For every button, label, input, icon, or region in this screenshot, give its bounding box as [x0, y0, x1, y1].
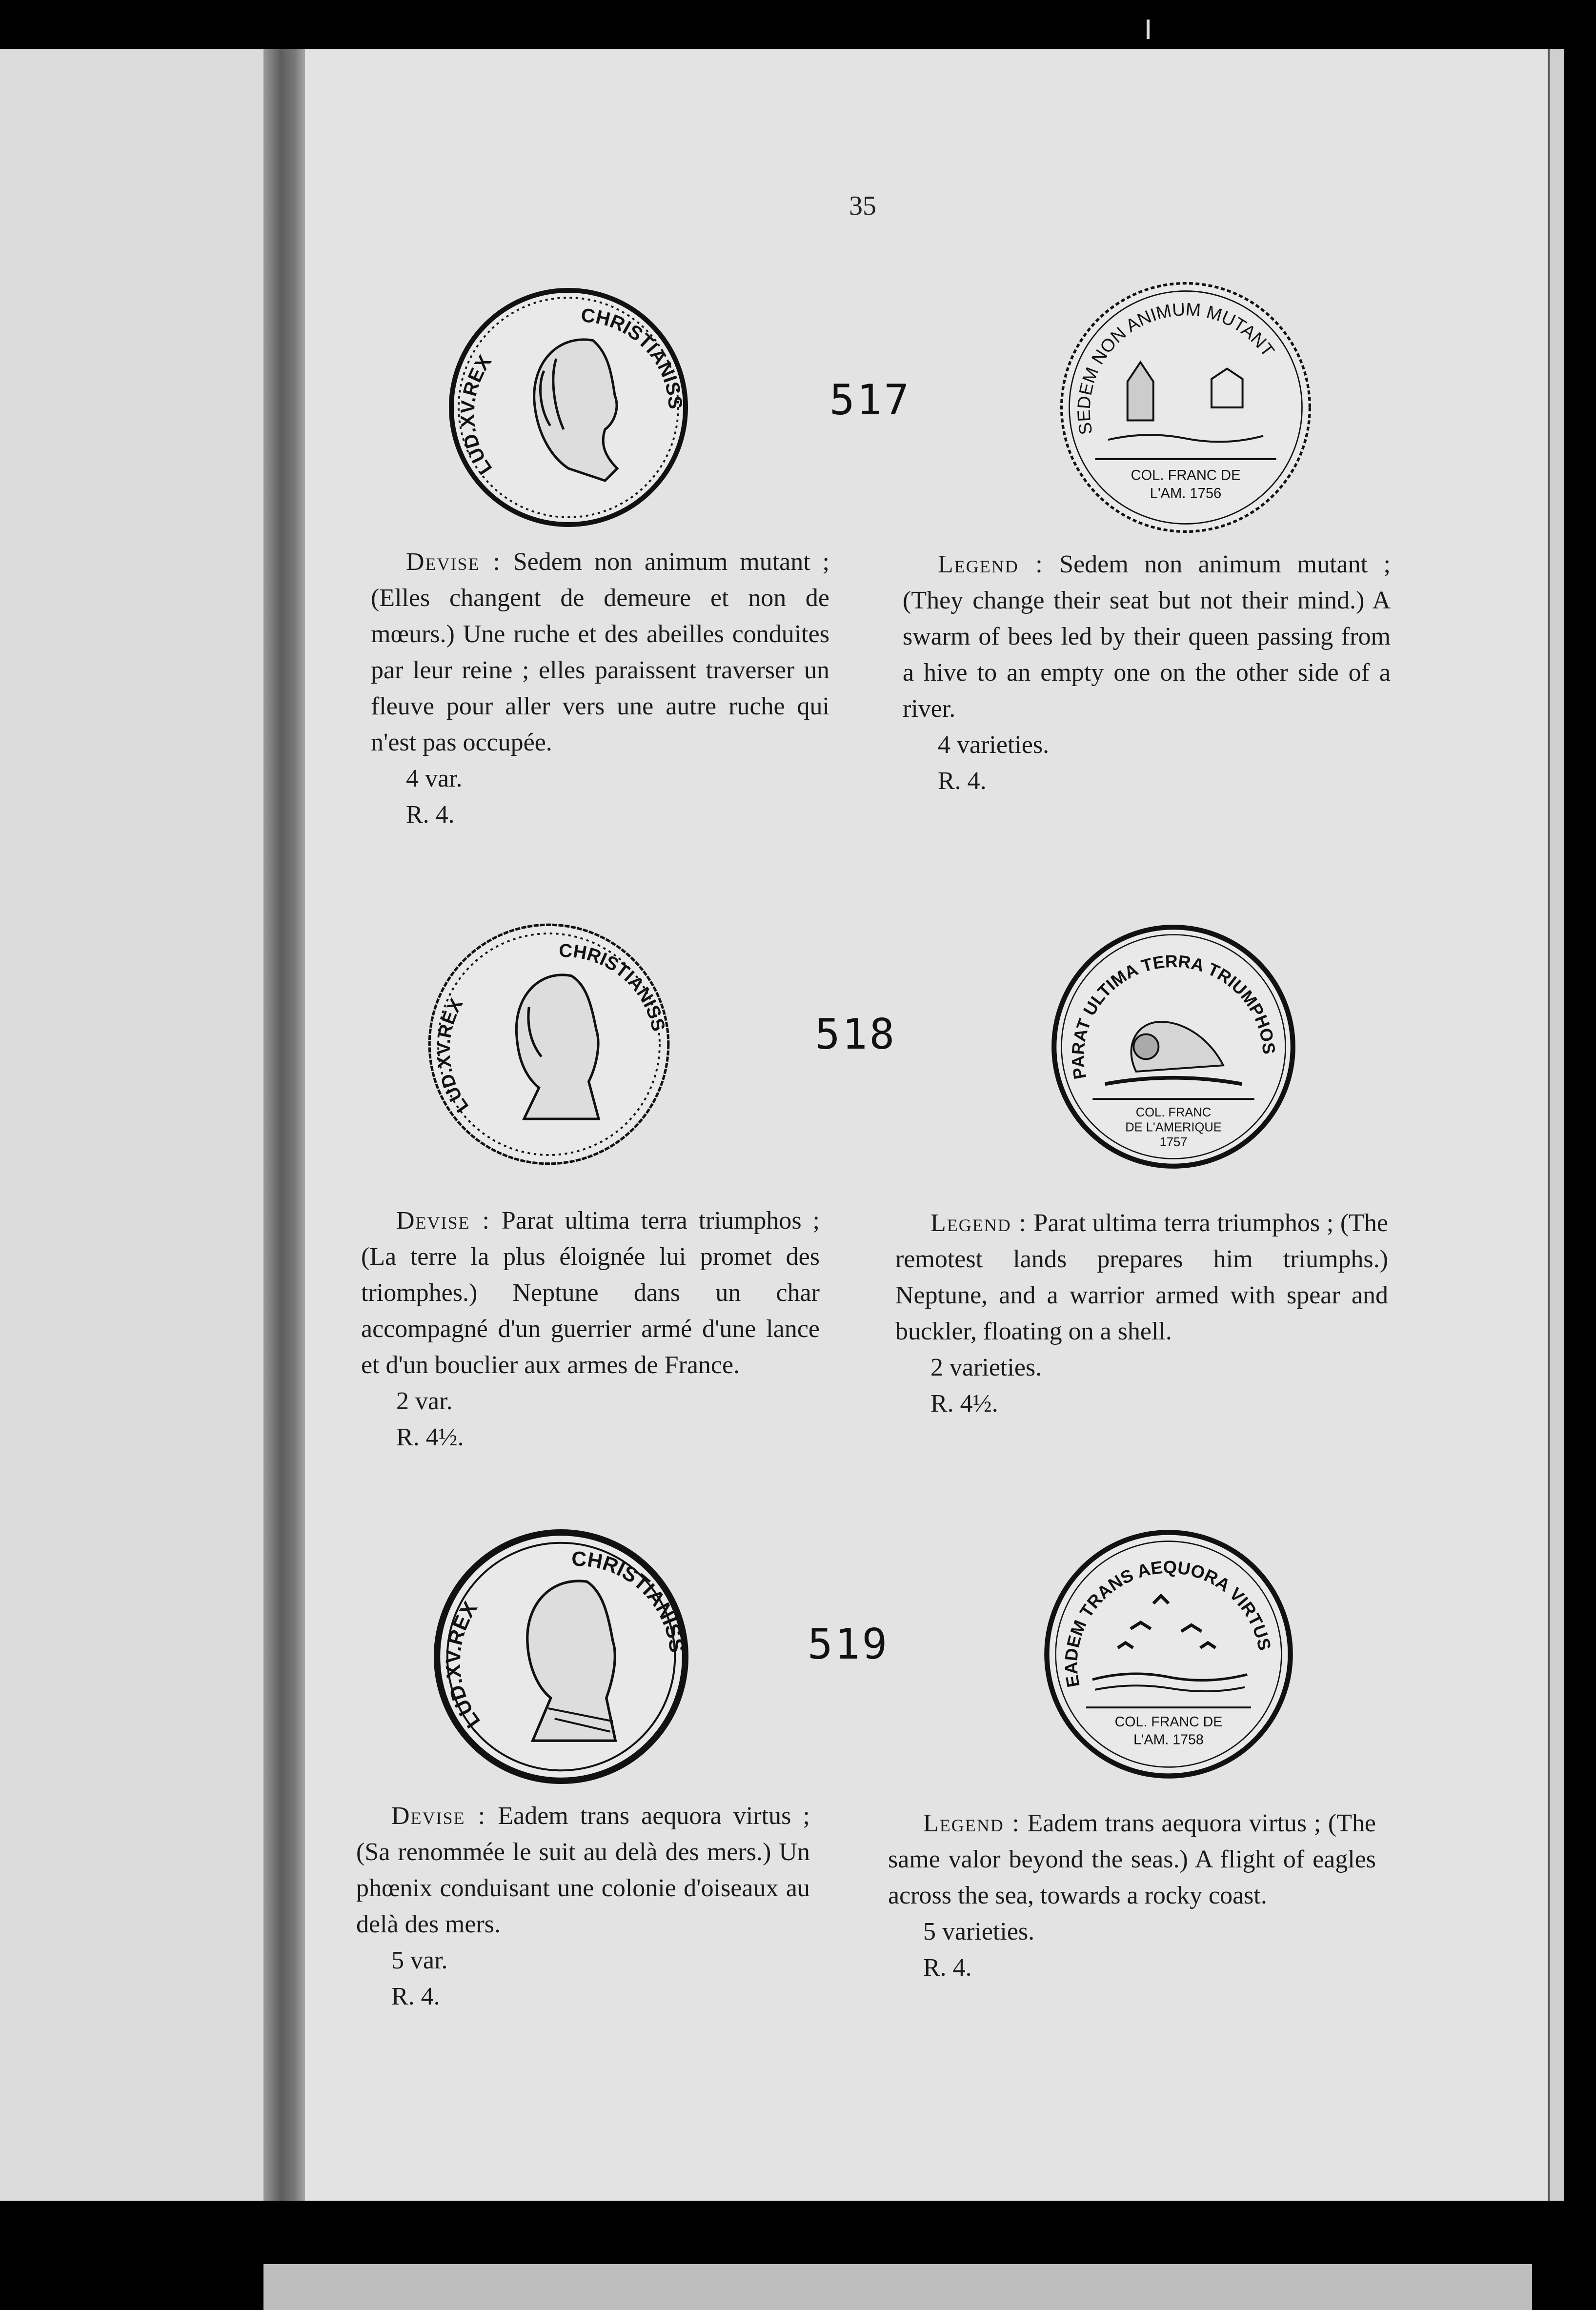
entry-518-english: [895, 1205, 1388, 1422]
page-edge: [1548, 49, 1564, 2201]
french-description: Eadem trans aequora virtus ; (Sa renommée le suit au delà des mers.) Un phœnix conduisant une colonie d'oiseaux au delà des mers.: [356, 1802, 810, 1938]
coin-518-obverse: [424, 920, 673, 1169]
english-keyword: Legend :: [938, 550, 1044, 578]
coin-518-reverse-exergue-2: DE L'AMERIQUE: [1125, 1120, 1222, 1135]
entry-519-french: [356, 1798, 810, 2015]
coin-519-reverse-legend: EADEM TRANS AEQUORA VIRTUS: [1061, 1557, 1275, 1689]
english-description: Parat ultima terra triumphos ; (The remotest lands prepares him triumphs.) Neptune, and a warrior armed with spear and buckler, floating on a shell.: [895, 1209, 1388, 1345]
coin-517-obverse-legend-left: LUD.XV.REX: [457, 351, 497, 479]
french-rarity: R. 4.: [406, 801, 455, 829]
english-rarity: R. 4½.: [930, 1390, 998, 1418]
coin-517-reverse: [1056, 278, 1315, 537]
english-rarity: R. 4.: [923, 1954, 972, 1982]
scan-bottom-edge: [263, 2264, 1532, 2310]
entry-number-519: 519: [808, 1620, 889, 1669]
coin-519-obverse-legend-left: LUD.XV.REX: [441, 1597, 485, 1733]
book-spine-shadow: [263, 49, 307, 2201]
french-rarity: R. 4.: [391, 1983, 440, 2010]
facing-page: [0, 49, 263, 2201]
english-description: Eadem trans aequora virtus ; (The same valor beyond the seas.) A flight of eagles across the sea, towards a rocky coast.: [888, 1809, 1376, 1909]
coin-519-reverse-exergue-2: L'AM. 1758: [1133, 1732, 1204, 1748]
coin-519-reverse-exergue-1: COL. FRANC DE: [1114, 1714, 1223, 1730]
coin-519-reverse: [1042, 1527, 1295, 1781]
english-keyword: Legend :: [930, 1209, 1027, 1237]
page-number: 35: [849, 191, 876, 221]
french-description: Sedem non animum mutant ; (Elles changent de demeure et non de mœurs.) Une ruche et des abeilles conduites par leur reine ; elles paraissent traverser un fleuve pour aller vers une autre ruche qui n'est pas occupée.: [371, 548, 829, 756]
english-description: Sedem non animum mutant ; (They change their seat but not their mind.) A swarm of bees led by their queen passing from a hive to an empty one on the other side of a river.: [903, 550, 1391, 723]
coin-517-reverse-exergue-2: L'AM. 1756: [1150, 486, 1222, 502]
coin-518-reverse: [1049, 922, 1298, 1171]
french-varieties: 4 var.: [406, 765, 463, 792]
french-keyword: Devise :: [396, 1207, 490, 1235]
english-rarity: R. 4.: [938, 767, 987, 795]
coin-519-obverse-legend-right: CHRISTIANISS: [571, 1547, 689, 1654]
entry-517-english: [903, 547, 1391, 799]
coin-517-obverse: [446, 285, 690, 529]
coin-519-obverse: [432, 1527, 690, 1786]
scan-mark: [1147, 20, 1150, 39]
french-varieties: 5 var.: [391, 1946, 448, 1974]
english-varieties: 2 varieties.: [930, 1354, 1042, 1381]
english-varieties: 5 varieties.: [923, 1918, 1035, 1945]
french-keyword: Devise :: [406, 548, 501, 576]
coin-518-reverse-exergue-3: 1757: [1159, 1135, 1188, 1149]
french-description: Parat ultima terra triumphos ; (La terre la plus éloignée lui promet des triomphes.) Neptune dans un char accompagné d'un guerrier armé d'une lance et d'un bouclier aux armes de France.: [361, 1207, 820, 1379]
entry-number-517: 517: [829, 376, 911, 425]
entry-518-french: [361, 1203, 820, 1456]
english-varieties: 4 varieties.: [938, 731, 1050, 759]
coin-518-obverse-legend-right: CHRISTIANISS: [559, 940, 669, 1033]
coin-517-reverse-exergue-1: COL. FRANC DE: [1131, 467, 1241, 484]
entry-519-english: [888, 1805, 1376, 1986]
entry-517-french: [371, 544, 829, 833]
coin-518-reverse-exergue-1: COL. FRANC: [1135, 1105, 1212, 1119]
french-keyword: Devise :: [391, 1802, 486, 1830]
english-keyword: Legend :: [923, 1809, 1020, 1837]
coin-518-obverse-legend-left: LUD.XV.REX: [433, 995, 473, 1116]
coin-518-reverse-legend: PARAT ULTIMA TERRA TRIUMPHOS: [1068, 951, 1279, 1081]
coin-517-reverse-legend: SEDEM NON ANIMUM MUTANT: [1073, 299, 1279, 437]
coin-517-obverse-legend-right: CHRISTIANISS: [580, 304, 687, 410]
entry-number-518: 518: [815, 1010, 897, 1059]
french-varieties: 2 var.: [396, 1387, 453, 1415]
french-rarity: R. 4½.: [396, 1423, 464, 1451]
